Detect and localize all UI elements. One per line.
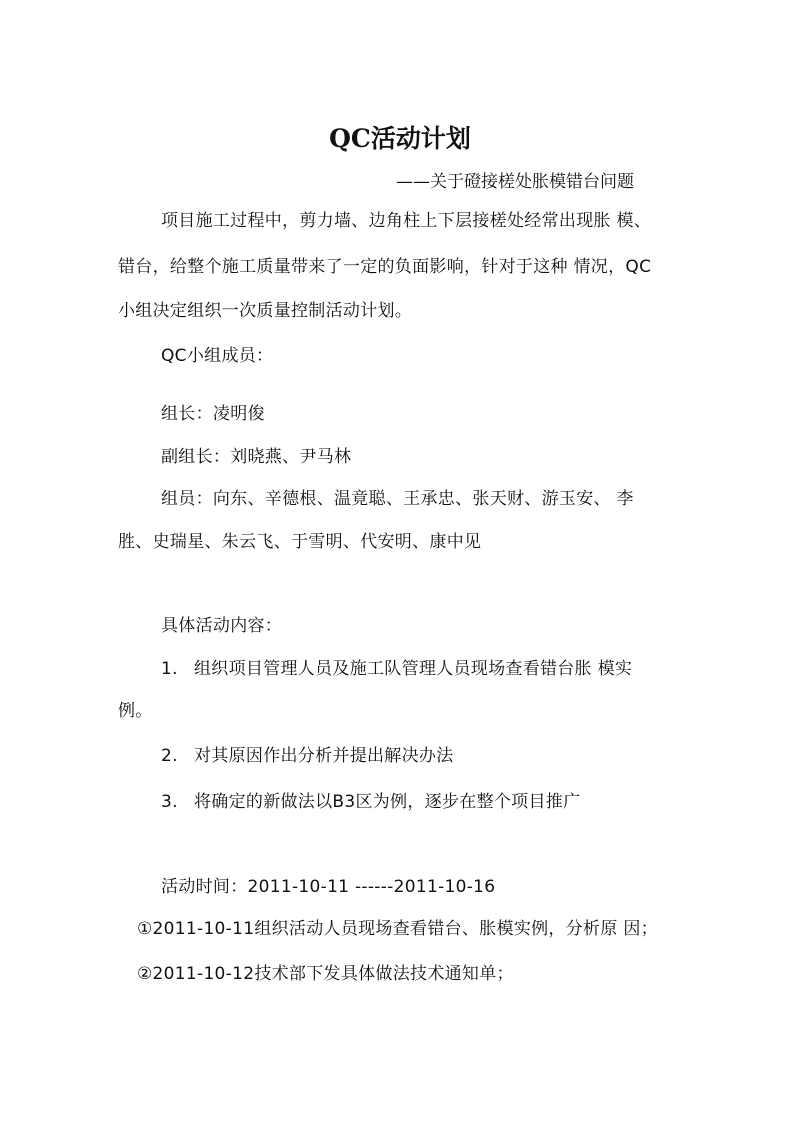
intro-line-1: 项目施工过程中，剪力墙、边角柱上下层接槎处经常出现胀 模、 — [161, 211, 652, 231]
intro-line-2: 错台，给整个施工质量带来了一定的负面影响，针对于这种 情况，QC — [118, 257, 652, 277]
schedule-entry-1: ①2011-10-11组织活动人员现场查看错台、胀模实例，分析原 因； — [137, 919, 658, 939]
activity-item-1 — [161, 658, 632, 680]
page-subtitle: ——关于磴接槎处胀模错台问题 — [396, 172, 634, 192]
activity-item-text: 组织项目管理人员及施工队管理人员现场查看错台胀 模实 — [194, 659, 633, 679]
activity-item-2 — [161, 745, 454, 767]
members-line-2: 胜、史瑞星、朱云飞、于雪明、代安明、康中见 — [118, 532, 482, 552]
schedule-entry-2: ②2011-10-12技术部下发具体做法技术通知单； — [137, 964, 514, 984]
members-heading: QC小组成员： — [161, 346, 274, 366]
activity-item-number: 1. — [161, 659, 178, 679]
page-title: QC活动计划 — [329, 124, 471, 153]
activity-item-number: 3. — [161, 792, 178, 812]
activity-item-1-continuation: 例。 — [118, 701, 153, 721]
intro-line-3: 小组决定组织一次质量控制活动计划。 — [118, 301, 413, 321]
activity-item-text: 将确定的新做法以B3区为例，逐步在整个项目推广 — [194, 792, 581, 812]
activity-time: 活动时间：2011-10-11 ------2011-10-16 — [161, 877, 496, 897]
vice-leader: 副组长：刘晓燕、尹马林 — [161, 447, 352, 467]
team-leader: 组长：凌明俊 — [161, 404, 265, 424]
members-line-1: 组员：向东、辛德根、温竟聪、王承忠、张天财、游玉安、 李 — [161, 489, 634, 509]
activity-item-text: 对其原因作出分析并提出解决办法 — [194, 746, 454, 766]
activity-item-3 — [161, 791, 580, 813]
activity-heading: 具体活动内容： — [161, 616, 283, 636]
activity-item-number: 2. — [161, 746, 178, 766]
